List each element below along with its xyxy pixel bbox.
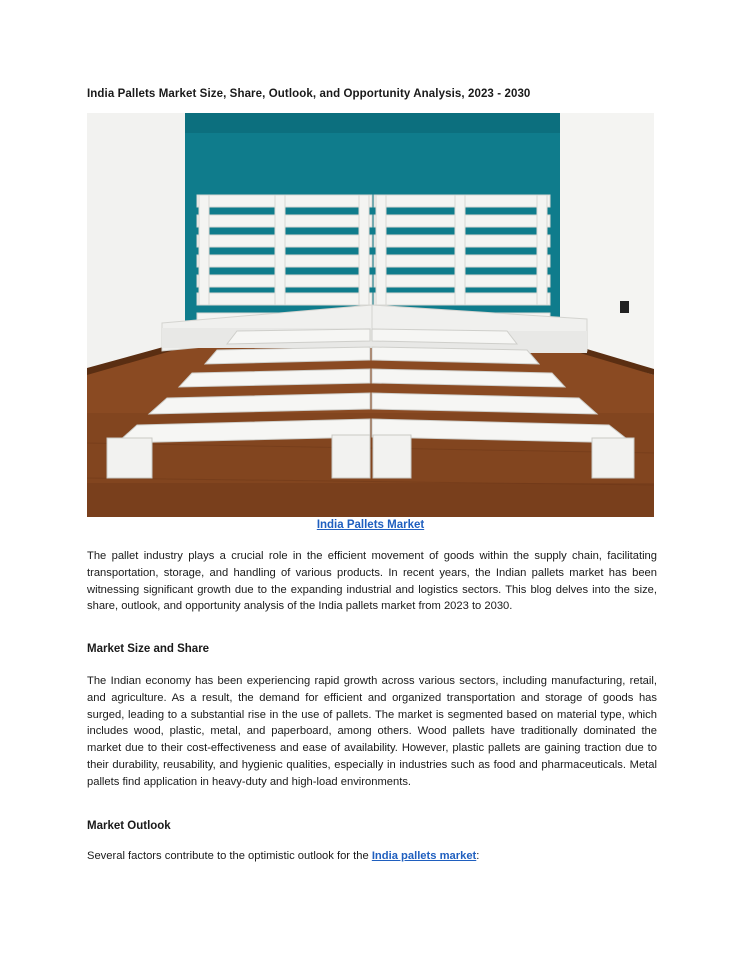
market-size-paragraph: The Indian economy has been experiencing rapid growth across various sectors, including manufacturing, retail, and agriculture. As a result, the demand for efficient and organized transportation and storage of goods has surged, leading to a substantial rise in the use of pallets. The market is segmented based on material type, which includes wood, plastic, metal, and paperboard, among others. Wood pallets have traditionally dominated the market due to their cost-effectiveness and ease of availability. However, plastic pallets are gaining traction due to their durability, reusability, and hygienic qualities, especially in industries such as food and pharmaceuticals. Metal pallets find application in heavy-duty and high-load environments.: [87, 675, 657, 788]
india-pallets-market-link[interactable]: India pallets market: [371, 850, 477, 862]
section-heading-market-outlook: Market Outlook: [87, 820, 171, 832]
intro-paragraph: The pallet industry plays a crucial role in the efficient movement of goods within the supply chain, facilitating transportation, storage, and handling of various products. In recent years, the Indian pallets market has been witnessing significant growth due to the expanding industrial and logistics sectors. This blog delves into the size, share, outlook, and opportunity analysis of the India pallets market from 2023 to 2030.: [87, 550, 657, 613]
pallet-bed-photo: [87, 113, 654, 517]
outlook-text-end: :: [476, 850, 480, 862]
image-caption: [87, 519, 654, 531]
document-title: India Pallets Market Size, Share, Outlook, and Opportunity Analysis, 2023 - 2030: [87, 88, 531, 100]
section-heading-market-size: Market Size and Share: [87, 643, 210, 655]
outlook-text: Several factors contribute to the optimistic outlook for the: [87, 850, 372, 862]
india-pallets-market-caption-link[interactable]: India Pallets Market: [316, 519, 425, 531]
market-outlook-paragraph: [87, 848, 657, 865]
